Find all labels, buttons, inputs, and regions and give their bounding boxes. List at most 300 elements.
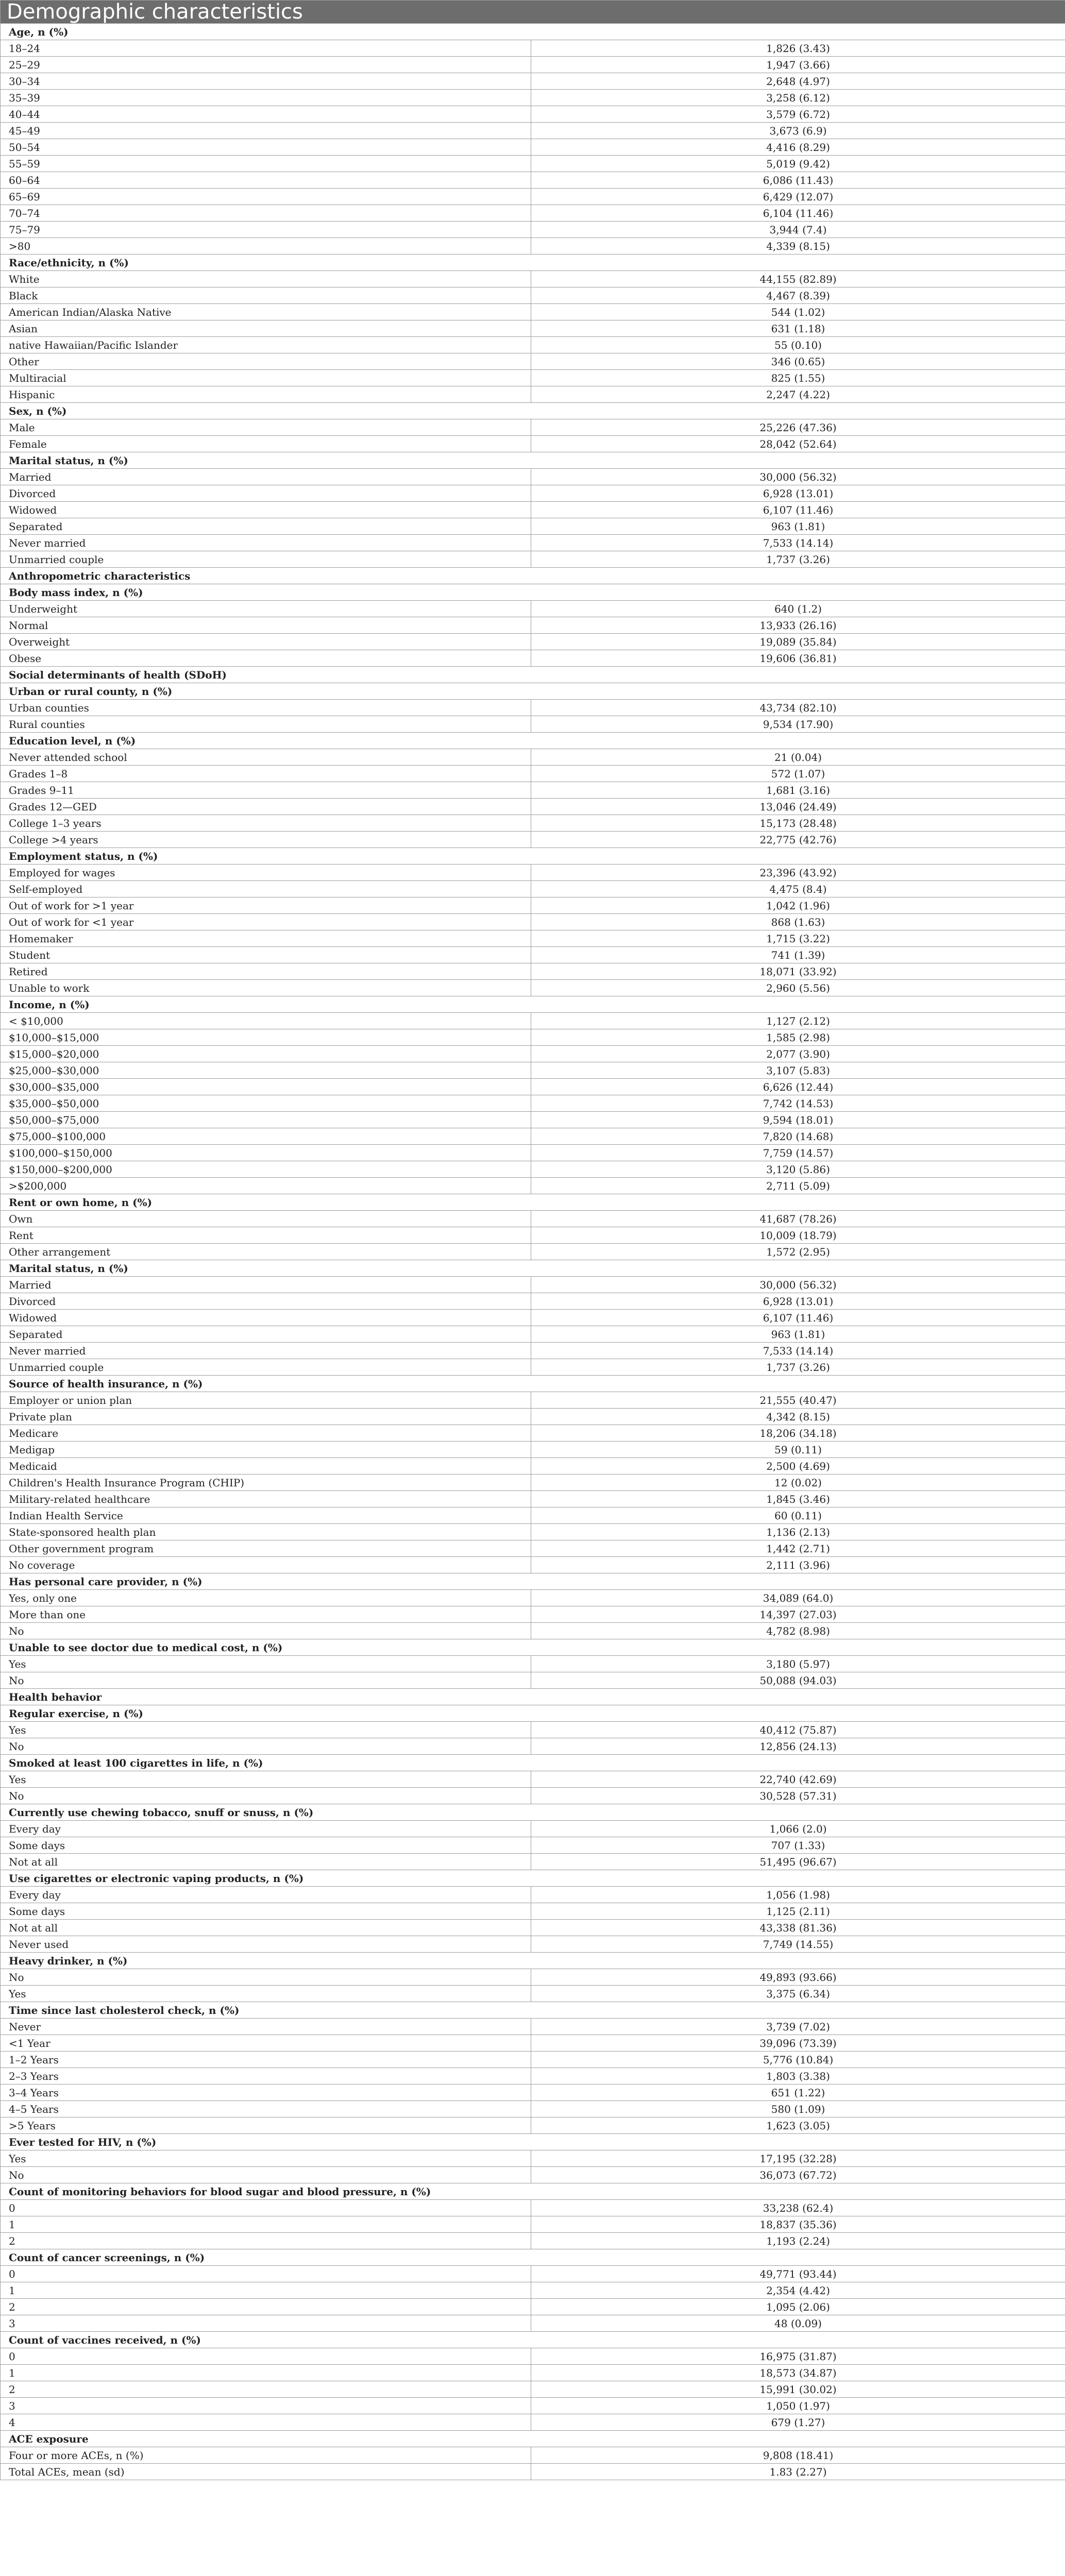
row-value: 580 (1.09)	[531, 2101, 1065, 2117]
row-value: 1,442 (2.71)	[531, 1540, 1065, 1557]
row-label: Medigap	[1, 1442, 531, 1458]
table-row	[1, 1920, 1065, 1936]
section-label: Source of health insurance, n (%)	[1, 1376, 1065, 1392]
row-value: 49,771 (93.44)	[531, 2266, 1065, 2282]
row-label: $10,000–$15,000	[1, 1029, 531, 1046]
row-label: 3	[1, 2398, 531, 2414]
row-label: native Hawaiian/Pacific Islander	[1, 337, 531, 353]
row-value: 707 (1.33)	[531, 1837, 1065, 1854]
row-value: 1,623 (3.05)	[531, 2117, 1065, 2134]
row-value: 30,528 (57.31)	[531, 1788, 1065, 1804]
row-label: Medicaid	[1, 1458, 531, 1475]
section-row	[1, 452, 1065, 469]
row-label: Yes, only one	[1, 1590, 531, 1606]
table-row	[1, 799, 1065, 815]
section-label: Education level, n (%)	[1, 733, 1065, 749]
table-row	[1, 1359, 1065, 1376]
row-value: 4,475 (8.4)	[531, 881, 1065, 897]
table-row	[1, 2167, 1065, 2183]
table-row	[1, 222, 1065, 238]
row-value: 7,742 (14.53)	[531, 1095, 1065, 1112]
row-label: 75–79	[1, 222, 531, 238]
row-label: Student	[1, 947, 531, 963]
row-value: 4,782 (8.98)	[531, 1623, 1065, 1639]
section-label: ACE exposure	[1, 2431, 1065, 2447]
row-value: 43,734 (82.10)	[531, 700, 1065, 716]
row-label: Some days	[1, 1837, 531, 1854]
table-row	[1, 2068, 1065, 2084]
row-value: 22,740 (42.69)	[531, 1771, 1065, 1788]
table-row	[1, 1277, 1065, 1293]
row-label: American Indian/Alaska Native	[1, 304, 531, 320]
table-row	[1, 551, 1065, 568]
row-value: 51,495 (96.67)	[531, 1854, 1065, 1870]
section-label: Employment status, n (%)	[1, 848, 1065, 865]
row-value: 12 (0.02)	[531, 1475, 1065, 1491]
row-value: 14,397 (27.03)	[531, 1606, 1065, 1623]
row-label: Divorced	[1, 1293, 531, 1310]
row-label: 0	[1, 2348, 531, 2365]
table-row	[1, 2365, 1065, 2381]
section-row	[1, 1260, 1065, 1277]
row-value: 3,107 (5.83)	[531, 1062, 1065, 1079]
table-row	[1, 1343, 1065, 1359]
table-row	[1, 2348, 1065, 2365]
table-row	[1, 156, 1065, 172]
row-label: $30,000–$35,000	[1, 1079, 531, 1095]
table-row	[1, 2464, 1065, 2480]
row-label: Rent	[1, 1227, 531, 1244]
table-row	[1, 518, 1065, 535]
section-row	[1, 848, 1065, 865]
table-row	[1, 1244, 1065, 1260]
section-row	[1, 1755, 1065, 1771]
row-value: 13,933 (26.16)	[531, 617, 1065, 634]
row-label: 18–24	[1, 40, 531, 57]
section-row	[1, 584, 1065, 601]
table-row	[1, 419, 1065, 436]
table-row	[1, 386, 1065, 403]
table-row	[1, 1557, 1065, 1573]
row-label: $35,000–$50,000	[1, 1095, 531, 1112]
section-label: Count of monitoring behaviors for blood sugar and blood pressure, n (%)	[1, 2183, 1065, 2200]
table-row	[1, 1837, 1065, 1854]
table-row	[1, 320, 1065, 337]
row-value: 1,947 (3.66)	[531, 57, 1065, 73]
row-value: 18,071 (33.92)	[531, 963, 1065, 980]
row-value: 23,396 (43.92)	[531, 865, 1065, 881]
table-row	[1, 2315, 1065, 2332]
row-value: 18,573 (34.87)	[531, 2365, 1065, 2381]
row-value: 15,173 (28.48)	[531, 815, 1065, 832]
table-row	[1, 1442, 1065, 1458]
row-value: 60 (0.11)	[531, 1507, 1065, 1524]
row-label: College >4 years	[1, 832, 531, 848]
row-value: 6,928 (13.01)	[531, 1293, 1065, 1310]
table-row	[1, 1540, 1065, 1557]
table-row	[1, 1046, 1065, 1062]
table-row	[1, 353, 1065, 370]
section-row	[1, 568, 1065, 584]
row-label: Every day	[1, 1887, 531, 1903]
table-row	[1, 90, 1065, 106]
row-label: 3	[1, 2315, 531, 2332]
row-value: 34,089 (64.0)	[531, 1590, 1065, 1606]
table-row	[1, 1524, 1065, 1540]
row-label: < $10,000	[1, 1013, 531, 1029]
row-value: 15,991 (30.02)	[531, 2381, 1065, 2398]
table-row	[1, 2200, 1065, 2216]
row-value: 1,042 (1.96)	[531, 897, 1065, 914]
row-label: Indian Health Service	[1, 1507, 531, 1524]
row-label: Male	[1, 419, 531, 436]
row-label: 50–54	[1, 139, 531, 156]
row-label: Out of work for <1 year	[1, 914, 531, 930]
table-row	[1, 2084, 1065, 2101]
row-value: 2,111 (3.96)	[531, 1557, 1065, 1573]
row-value: 1,803 (3.38)	[531, 2068, 1065, 2084]
table-row	[1, 106, 1065, 123]
table-row	[1, 502, 1065, 518]
row-value: 651 (1.22)	[531, 2084, 1065, 2101]
table-row	[1, 1458, 1065, 1475]
row-label: Widowed	[1, 502, 531, 518]
row-label: Underweight	[1, 601, 531, 617]
table-row	[1, 1211, 1065, 1227]
row-value: 13,046 (24.49)	[531, 799, 1065, 815]
row-label: <1 Year	[1, 2035, 531, 2052]
row-value: 1,056 (1.98)	[531, 1887, 1065, 1903]
row-value: 6,107 (11.46)	[531, 502, 1065, 518]
row-label: >5 Years	[1, 2117, 531, 2134]
row-label: Hispanic	[1, 386, 531, 403]
row-label: 2–3 Years	[1, 2068, 531, 2084]
row-label: >$200,000	[1, 1178, 531, 1194]
row-label: $50,000–$75,000	[1, 1112, 531, 1128]
table-row	[1, 1079, 1065, 1095]
section-row	[1, 1870, 1065, 1887]
row-value: 49,893 (93.66)	[531, 1969, 1065, 1986]
row-value: 2,711 (5.09)	[531, 1178, 1065, 1194]
row-label: Overweight	[1, 634, 531, 650]
table-row	[1, 1969, 1065, 1986]
row-value: 2,247 (4.22)	[531, 386, 1065, 403]
row-label: Grades 1–8	[1, 766, 531, 782]
section-row	[1, 2183, 1065, 2200]
row-label: 2	[1, 2233, 531, 2249]
section-label: Social determinants of health (SDoH)	[1, 667, 1065, 683]
section-label: Unable to see doctor due to medical cost, n (%)	[1, 1639, 1065, 1656]
row-value: 21 (0.04)	[531, 749, 1065, 766]
row-value: 4,342 (8.15)	[531, 1409, 1065, 1425]
row-label: Military-related healthcare	[1, 1491, 531, 1507]
table-row	[1, 865, 1065, 881]
row-label: Retired	[1, 963, 531, 980]
row-value: 1.83 (2.27)	[531, 2464, 1065, 2480]
table-row	[1, 2052, 1065, 2068]
row-label: Total ACEs, mean (sd)	[1, 2464, 531, 2480]
row-label: Female	[1, 436, 531, 452]
table-row	[1, 2381, 1065, 2398]
table-row	[1, 1029, 1065, 1046]
section-row	[1, 24, 1065, 40]
row-value: 3,579 (6.72)	[531, 106, 1065, 123]
row-label: $100,000–$150,000	[1, 1145, 531, 1161]
row-label: Yes	[1, 2150, 531, 2167]
row-label: Never used	[1, 1936, 531, 1953]
row-value: 17,195 (32.28)	[531, 2150, 1065, 2167]
table-row	[1, 304, 1065, 320]
row-value: 6,086 (11.43)	[531, 172, 1065, 189]
section-row	[1, 683, 1065, 700]
section-label: Use cigarettes or electronic vaping products, n (%)	[1, 1870, 1065, 1887]
row-value: 19,089 (35.84)	[531, 634, 1065, 650]
row-label: No	[1, 1623, 531, 1639]
row-label: Unmarried couple	[1, 1359, 531, 1376]
table-row	[1, 1491, 1065, 1507]
table-row	[1, 947, 1065, 963]
table-row	[1, 1326, 1065, 1343]
row-value: 9,808 (18.41)	[531, 2447, 1065, 2464]
table-row	[1, 205, 1065, 222]
table-row	[1, 914, 1065, 930]
row-label: Normal	[1, 617, 531, 634]
row-label: Grades 12—GED	[1, 799, 531, 815]
section-row	[1, 1953, 1065, 1969]
section-row	[1, 733, 1065, 749]
row-label: Some days	[1, 1903, 531, 1920]
row-label: 1	[1, 2216, 531, 2233]
row-value: 1,681 (3.16)	[531, 782, 1065, 799]
section-label: Race/ethnicity, n (%)	[1, 255, 1065, 271]
row-value: 6,429 (12.07)	[531, 189, 1065, 205]
table-header-row	[1, 1, 1065, 24]
section-row	[1, 1639, 1065, 1656]
row-label: Separated	[1, 518, 531, 535]
section-label: Has personal care provider, n (%)	[1, 1573, 1065, 1590]
table-row	[1, 1145, 1065, 1161]
table-row	[1, 815, 1065, 832]
row-label: Out of work for >1 year	[1, 897, 531, 914]
section-row	[1, 667, 1065, 683]
row-value: 6,626 (12.44)	[531, 1079, 1065, 1095]
row-label: 30–34	[1, 73, 531, 90]
row-label: Never attended school	[1, 749, 531, 766]
row-value: 6,107 (11.46)	[531, 1310, 1065, 1326]
row-label: No	[1, 1672, 531, 1689]
row-label: Unable to work	[1, 980, 531, 996]
row-value: 50,088 (94.03)	[531, 1672, 1065, 1689]
row-value: 1,136 (2.13)	[531, 1524, 1065, 1540]
row-value: 631 (1.18)	[531, 320, 1065, 337]
row-label: Every day	[1, 1821, 531, 1837]
row-value: 33,238 (62.4)	[531, 2200, 1065, 2216]
table-row	[1, 73, 1065, 90]
section-label: Smoked at least 100 cigarettes in life, n (%)	[1, 1755, 1065, 1771]
table-row	[1, 2266, 1065, 2282]
row-value: 544 (1.02)	[531, 304, 1065, 320]
row-value: 963 (1.81)	[531, 1326, 1065, 1343]
table-row	[1, 1293, 1065, 1310]
row-value: 3,673 (6.9)	[531, 123, 1065, 139]
row-label: Self-employed	[1, 881, 531, 897]
row-label: Asian	[1, 320, 531, 337]
row-value: 1,572 (2.95)	[531, 1244, 1065, 1260]
row-value: 55 (0.10)	[531, 337, 1065, 353]
table-row	[1, 1112, 1065, 1128]
table-row	[1, 749, 1065, 766]
row-value: 30,000 (56.32)	[531, 469, 1065, 485]
section-row	[1, 1689, 1065, 1705]
row-label: Obese	[1, 650, 531, 667]
row-label: Multiracial	[1, 370, 531, 386]
row-value: 2,960 (5.56)	[531, 980, 1065, 996]
row-value: 5,776 (10.84)	[531, 2052, 1065, 2068]
row-label: Grades 9–11	[1, 782, 531, 799]
table-row	[1, 238, 1065, 255]
table-row	[1, 963, 1065, 980]
table-row	[1, 1392, 1065, 1409]
section-label: Age, n (%)	[1, 24, 1065, 40]
row-value: 48 (0.09)	[531, 2315, 1065, 2332]
row-label: Medicare	[1, 1425, 531, 1442]
row-value: 22,775 (42.76)	[531, 832, 1065, 848]
row-label: Separated	[1, 1326, 531, 1343]
row-value: 21,555 (40.47)	[531, 1392, 1065, 1409]
row-label: 4–5 Years	[1, 2101, 531, 2117]
table-row	[1, 2117, 1065, 2134]
row-label: No	[1, 1788, 531, 1804]
row-label: 1–2 Years	[1, 2052, 531, 2068]
row-label: $15,000–$20,000	[1, 1046, 531, 1062]
row-label: No coverage	[1, 1557, 531, 1573]
row-value: 44,155 (82.89)	[531, 271, 1065, 287]
table-row	[1, 2233, 1065, 2249]
row-label: Other arrangement	[1, 1244, 531, 1260]
table-row	[1, 1161, 1065, 1178]
table-row	[1, 57, 1065, 73]
table-row	[1, 2035, 1065, 2052]
row-value: 1,127 (2.12)	[531, 1013, 1065, 1029]
table-row	[1, 2398, 1065, 2414]
row-value: 4,467 (8.39)	[531, 287, 1065, 304]
row-value: 7,749 (14.55)	[531, 1936, 1065, 1953]
table-row	[1, 1903, 1065, 1920]
table-row	[1, 1178, 1065, 1194]
row-label: Black	[1, 287, 531, 304]
row-value: 3,944 (7.4)	[531, 222, 1065, 238]
table-row	[1, 2447, 1065, 2464]
row-value: 1,845 (3.46)	[531, 1491, 1065, 1507]
row-value: 4,339 (8.15)	[531, 238, 1065, 255]
section-row	[1, 2431, 1065, 2447]
row-value: 41,687 (78.26)	[531, 1211, 1065, 1227]
section-label: Regular exercise, n (%)	[1, 1705, 1065, 1722]
row-value: 1,125 (2.11)	[531, 1903, 1065, 1920]
row-label: 3–4 Years	[1, 2084, 531, 2101]
table-row	[1, 2299, 1065, 2315]
table-row	[1, 782, 1065, 799]
section-row	[1, 2134, 1065, 2150]
table-row	[1, 123, 1065, 139]
row-label: $75,000–$100,000	[1, 1128, 531, 1145]
row-label: Employer or union plan	[1, 1392, 531, 1409]
section-row	[1, 403, 1065, 419]
row-value: 4,416 (8.29)	[531, 139, 1065, 156]
table-row	[1, 1128, 1065, 1145]
row-value: 679 (1.27)	[531, 2414, 1065, 2431]
table-row	[1, 1062, 1065, 1079]
section-row	[1, 1376, 1065, 1392]
row-label: 60–64	[1, 172, 531, 189]
row-label: $150,000–$200,000	[1, 1161, 531, 1178]
section-label: Marital status, n (%)	[1, 1260, 1065, 1277]
section-label: Count of cancer screenings, n (%)	[1, 2249, 1065, 2266]
row-value: 18,206 (34.18)	[531, 1425, 1065, 1442]
table-row	[1, 881, 1065, 897]
row-value: 30,000 (56.32)	[531, 1277, 1065, 1293]
table-row	[1, 766, 1065, 782]
table-row	[1, 1475, 1065, 1491]
table-row	[1, 2216, 1065, 2233]
row-value: 3,739 (7.02)	[531, 2019, 1065, 2035]
table-row	[1, 1013, 1065, 1029]
row-value: 741 (1.39)	[531, 947, 1065, 963]
section-row	[1, 1573, 1065, 1590]
table-row	[1, 1507, 1065, 1524]
row-label: No	[1, 1969, 531, 1986]
table-row	[1, 2414, 1065, 2431]
row-value: 7,759 (14.57)	[531, 1145, 1065, 1161]
row-value: 868 (1.63)	[531, 914, 1065, 930]
section-row	[1, 2249, 1065, 2266]
row-value: 1,066 (2.0)	[531, 1821, 1065, 1837]
row-value: 640 (1.2)	[531, 601, 1065, 617]
row-label: 2	[1, 2299, 531, 2315]
row-label: 45–49	[1, 123, 531, 139]
table-row	[1, 832, 1065, 848]
row-value: 9,534 (17.90)	[531, 716, 1065, 733]
table-row	[1, 287, 1065, 304]
row-value: 825 (1.55)	[531, 370, 1065, 386]
row-value: 39,096 (73.39)	[531, 2035, 1065, 2052]
row-label: Other government program	[1, 1540, 531, 1557]
row-value: 572 (1.07)	[531, 766, 1065, 782]
row-label: Not at all	[1, 1920, 531, 1936]
row-value: 3,120 (5.86)	[531, 1161, 1065, 1178]
table-row	[1, 1738, 1065, 1755]
section-label: Sex, n (%)	[1, 403, 1065, 419]
row-value: 2,354 (4.42)	[531, 2282, 1065, 2299]
section-label: Anthropometric characteristics	[1, 568, 1065, 584]
table-row	[1, 139, 1065, 156]
table-row	[1, 650, 1065, 667]
row-value: 36,073 (67.72)	[531, 2167, 1065, 2183]
row-value: 2,077 (3.90)	[531, 1046, 1065, 1062]
row-value: 1,095 (2.06)	[531, 2299, 1065, 2315]
section-label: Urban or rural county, n (%)	[1, 683, 1065, 700]
row-value: 10,009 (18.79)	[531, 1227, 1065, 1244]
row-label: 70–74	[1, 205, 531, 222]
row-value: 3,375 (6.34)	[531, 1986, 1065, 2002]
table-row	[1, 716, 1065, 733]
row-label: More than one	[1, 1606, 531, 1623]
section-row	[1, 996, 1065, 1013]
row-value: 1,585 (2.98)	[531, 1029, 1065, 1046]
table-row	[1, 189, 1065, 205]
section-label: Ever tested for HIV, n (%)	[1, 2134, 1065, 2150]
table-row	[1, 2282, 1065, 2299]
